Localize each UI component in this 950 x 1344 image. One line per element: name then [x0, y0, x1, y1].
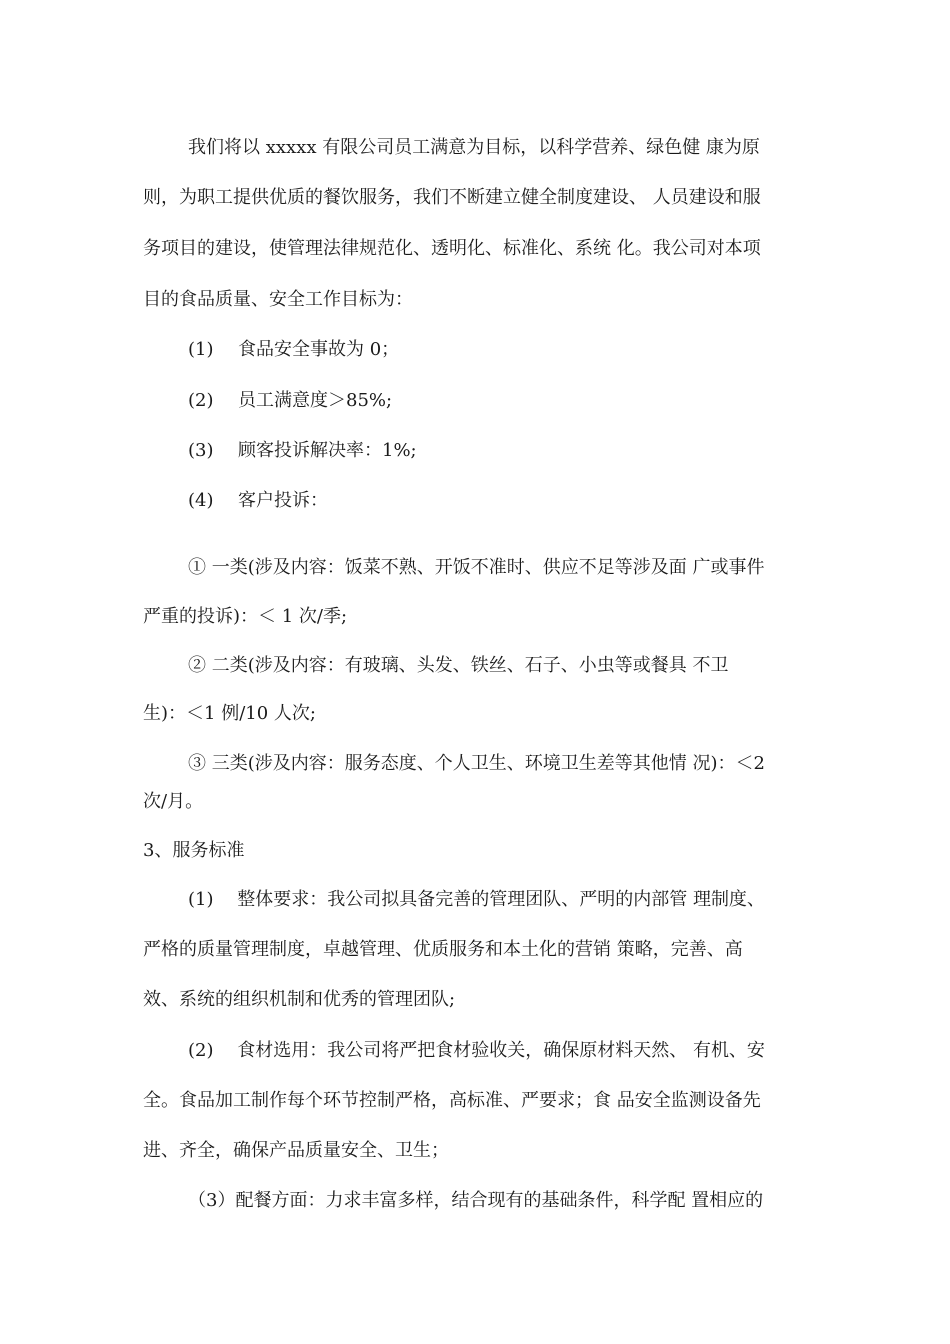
target-number: (1)	[188, 339, 214, 360]
target-item	[188, 390, 393, 412]
target-text: 客户投诉：	[238, 490, 328, 511]
complaint-line: ② 二类(涉及内容：有玻璃、头发、铁丝、石子、小虫等或餐具 不卫	[188, 655, 729, 676]
target-number: (3)	[188, 440, 214, 461]
target-number: (2)	[188, 390, 214, 411]
target-item	[188, 490, 328, 512]
target-text: 员工满意度＞85%;	[238, 390, 393, 411]
standard-line: （3）配餐方面：力求丰富多样，结合现有的基础条件，科学配 置相应的	[188, 1190, 764, 1211]
target-item	[188, 440, 417, 462]
paragraph-line: 务项目的建设，使管理法律规范化、透明化、标准化、系统 化。我公司对本项	[143, 238, 761, 259]
target-number: (4)	[188, 490, 214, 511]
target-text: 食品安全事故为 0；	[238, 339, 400, 360]
paragraph-line: 目的食品质量、安全工作目标为：	[143, 289, 413, 310]
complaint-line: 次/月。	[143, 791, 204, 812]
target-item	[188, 339, 400, 361]
section-heading: 3、服务标准	[143, 840, 245, 861]
standard-line: 严格的质量管理制度，卓越管理、优质服务和本土化的营销 策略，完善、高	[143, 939, 743, 960]
target-text: 顾客投诉解决率：1%;	[238, 440, 417, 461]
standard-line: 进、齐全，确保产品质量安全、卫生；	[143, 1140, 449, 1161]
complaint-line: 严重的投诉)：＜ 1 次/季;	[143, 606, 348, 627]
complaint-line: ③ 三类(涉及内容：服务态度、个人卫生、环境卫生差等其他情 况)：＜2	[188, 753, 765, 774]
standard-line: 效、系统的组织机制和优秀的管理团队;	[143, 989, 456, 1010]
complaint-line: ① 一类(涉及内容：饭菜不熟、开饭不准时、供应不足等涉及面 广或事件	[188, 557, 765, 578]
standard-line: (2) 食材选用：我公司将严把食材验收关，确保原材料天然、 有机、安	[188, 1040, 765, 1061]
standard-line: 全。食品加工制作每个环节控制严格，高标准、严要求；食 品安全监测设备先	[143, 1090, 761, 1111]
paragraph-line: 我们将以 xxxxx 有限公司员工满意为目标，以科学营养、绿色健 康为原	[188, 137, 760, 158]
standard-line: (1) 整体要求：我公司拟具备完善的管理团队、严明的内部管 理制度、	[188, 889, 765, 910]
paragraph-line: 则，为职工提供优质的餐饮服务，我们不断建立健全制度建设、 人员建设和服	[143, 187, 761, 208]
complaint-line: 生)：＜1 例/10 人次;	[143, 703, 316, 724]
